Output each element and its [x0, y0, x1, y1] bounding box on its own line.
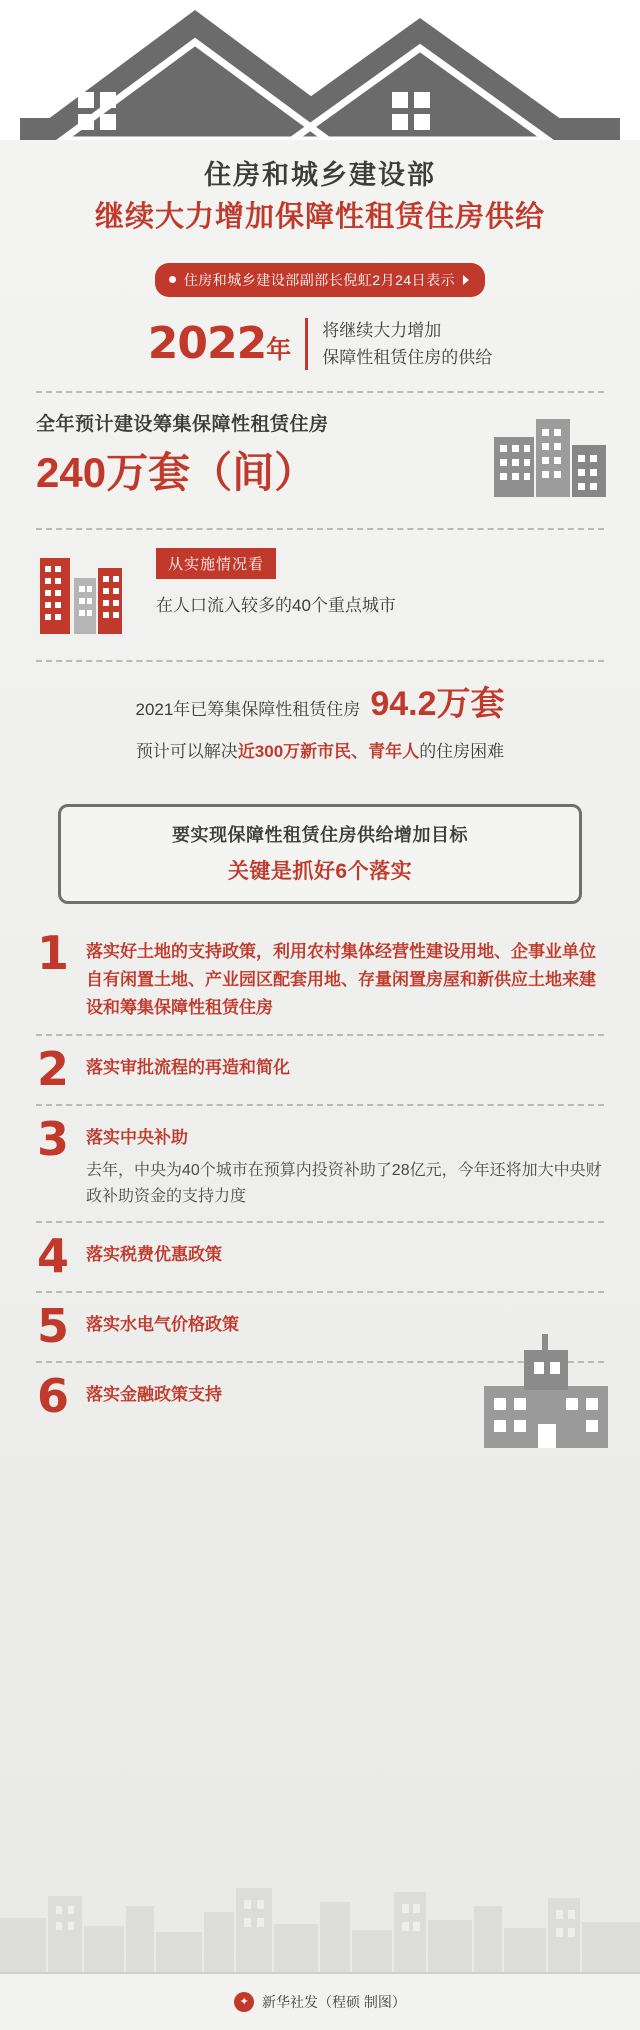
- year-text-line1: 将继续大力增加: [322, 320, 442, 340]
- vertical-divider: [305, 318, 308, 370]
- list-item-title: 落实好土地的支持政策，利用农村集体经营性建设用地、企事业单位自有闲置土地、产业园区配套用地、存量闲置房屋和新供应土地来建设和筹集保障性租赁住房: [86, 942, 596, 1018]
- list-item-number: 4: [36, 1229, 69, 1284]
- list-item: [36, 1111, 604, 1221]
- plan-value: 240万套（间）: [36, 449, 317, 497]
- list-item-title: 落实金融政策支持: [86, 1384, 222, 1404]
- list-item-title: 落实审批流程的再造和简化: [86, 1058, 290, 1078]
- solve-post: 的住房困难: [419, 742, 505, 762]
- page-subtitle: 继续大力增加保障性租赁住房供给: [94, 201, 545, 234]
- implementation-section: [0, 530, 640, 640]
- goal-line2: 关键是抓好6个落实: [227, 860, 413, 884]
- xinhua-logo-icon: [234, 1992, 254, 2012]
- goal-line1: 要实现保障性租赁住房供给增加目标: [172, 825, 468, 846]
- page-title-block: [0, 140, 640, 241]
- year-text: [322, 317, 492, 371]
- list-item: [36, 926, 604, 1034]
- stat-2021-label: 2021年已筹集保障性租赁住房: [135, 700, 361, 720]
- divider-item-3: [36, 1221, 604, 1223]
- divider-item-2: [36, 1104, 604, 1106]
- skyline-illustration: [0, 1862, 640, 1972]
- year-statement: [0, 317, 640, 371]
- list-item: [36, 1042, 604, 1104]
- goal-box: [58, 804, 582, 904]
- divider-item-1: [36, 1034, 604, 1036]
- logo-glyph: ✦: [239, 1995, 249, 2008]
- implementation-text: 在人口流入较多的40个重点城市: [156, 596, 396, 616]
- roof-header-illustration: [0, 0, 640, 140]
- list-item-title: 落实税费优惠政策: [86, 1245, 222, 1265]
- solve-pre: 预计可以解决: [135, 742, 238, 762]
- stat-2021-value: 94.2万套: [370, 685, 505, 724]
- year-number: [148, 318, 291, 369]
- page-title: 住房和城乡建设部: [204, 160, 436, 190]
- school-building-icon: [476, 1328, 616, 1453]
- year-unit: 年: [266, 336, 292, 365]
- divider-item-4: [36, 1291, 604, 1293]
- source-banner-wrap: [0, 263, 640, 297]
- triangle-right-icon: [463, 275, 469, 285]
- year-text-line2: 保障性租赁住房的供给: [322, 347, 493, 367]
- plan-label: 全年预计建设筹集保障性租赁住房: [36, 414, 329, 436]
- list-item-detail: 去年，中央为40个城市在预算内投资补助了28亿元，今年还将加大中央财政补助资金的支持力度: [86, 1162, 602, 1205]
- list-item-number: 6: [36, 1368, 69, 1423]
- implementation-tag: 从实施情况看: [156, 548, 276, 579]
- list-item-number: 2: [36, 1042, 69, 1097]
- source-banner-text: 住房和城乡建设部副部长倪虹2月24日表示: [183, 271, 456, 288]
- list-item-title: 落实水电气价格政策: [86, 1314, 239, 1334]
- list-item: [36, 1229, 604, 1291]
- plan-section: [0, 393, 640, 508]
- city-buildings-icon: [36, 544, 136, 639]
- footer: [0, 1972, 640, 2030]
- list-item-number: 5: [36, 1298, 69, 1353]
- stat-2021-row: [0, 662, 640, 725]
- bullet-dot-icon: [169, 276, 176, 283]
- source-banner: [155, 263, 485, 297]
- year-digits: 2022: [147, 318, 267, 370]
- solve-line: [0, 725, 640, 762]
- list-item-number: 3: [36, 1111, 69, 1166]
- solve-highlight: 近300万新市民、青年人: [237, 742, 420, 762]
- list-item-title: 落实中央补助: [86, 1127, 188, 1147]
- list-item-number: 1: [36, 926, 69, 981]
- buildings-icon: [490, 411, 610, 502]
- footer-credit: 新华社发（程硕 制图）: [262, 1994, 406, 2010]
